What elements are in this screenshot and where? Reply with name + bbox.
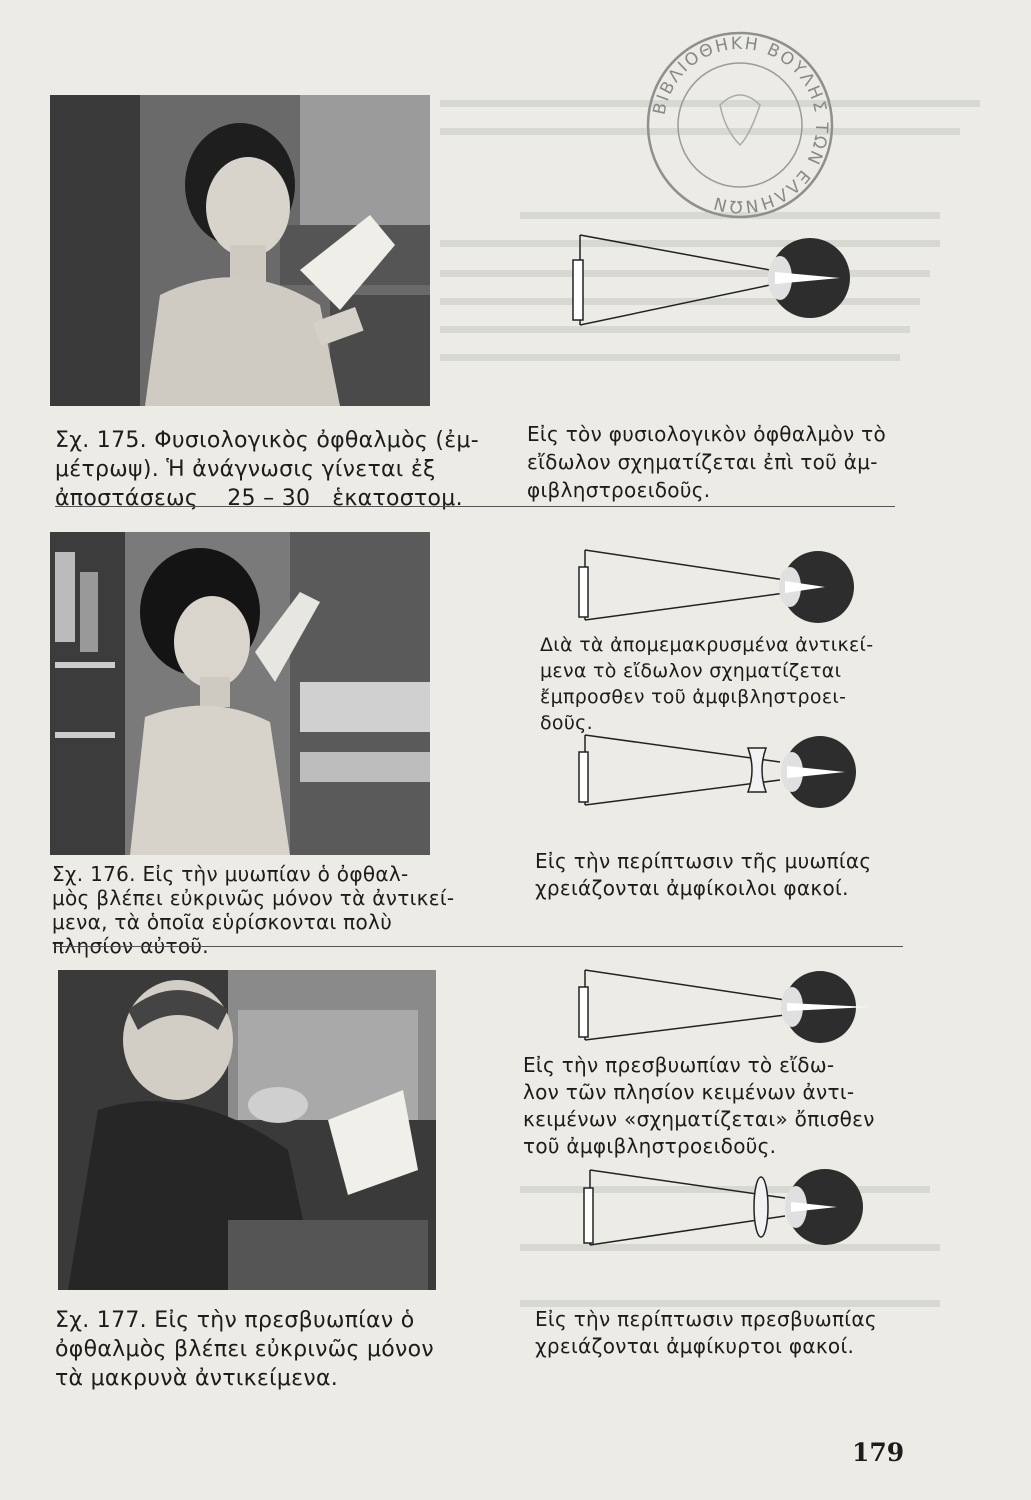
fig177-lens-note bbox=[535, 1306, 877, 1360]
note-line: μενα τὸ εἴδωλον σχηματίζεται bbox=[540, 660, 842, 682]
note-line: Διὰ τὰ ἀπομεμακρυσμένα ἀντικεί- bbox=[540, 634, 874, 656]
note-line: εἴδωλον σχηματίζεται ἐπὶ τοῦ ἀμ- bbox=[527, 450, 878, 474]
fig175-note bbox=[527, 420, 886, 504]
section-divider bbox=[55, 946, 903, 947]
note-line: λον τῶν πλησίον κειμένων ἀντι- bbox=[523, 1080, 855, 1104]
normal-eye-diagram bbox=[565, 230, 875, 350]
fig177-note bbox=[523, 1052, 875, 1160]
man-presbyopia-photo bbox=[58, 970, 436, 1290]
note-line: χρειάζονται ἀμφίκυρτοι φακοί. bbox=[535, 1334, 855, 1358]
caption-line: τὰ μακρυνὰ ἀντικείμενα. bbox=[55, 1366, 339, 1391]
note-line: κειμένων «σχηματίζεται» ὄπισθεν bbox=[523, 1107, 875, 1131]
woman-reading-photo bbox=[50, 95, 430, 406]
caption-line: μενα, τὰ ὁποῖα εὑρίσκονται πολὺ bbox=[52, 910, 393, 934]
caption-line: ὀφθαλμὸς βλέπει εὐκρινῶς μόνον bbox=[55, 1337, 434, 1362]
concave-lens-eye-diagram bbox=[570, 730, 880, 830]
convex-lens-eye-diagram bbox=[575, 1160, 885, 1270]
page-number: 179 bbox=[852, 1438, 905, 1467]
woman-myopia-photo bbox=[50, 532, 430, 855]
note-line: Εἰς τὸν φυσιολογικὸν ὀφθαλμὸν τὸ bbox=[527, 422, 887, 446]
note-line: χρειάζονται ἀμφίκοιλοι φακοί. bbox=[535, 876, 849, 900]
fig176-caption bbox=[52, 862, 454, 958]
myopia-eye-diagram bbox=[570, 545, 880, 645]
note-line: Εἰς τὴν περίπτωσιν τῆς μυωπίας bbox=[535, 849, 872, 873]
fig176-lens-note bbox=[535, 848, 871, 902]
library-stamp bbox=[640, 25, 840, 225]
fig177-caption bbox=[55, 1306, 434, 1393]
svg-text:ΒΙΒΛΙΟΘΗΚΗ ΒΟΥΛΗΣ ΤΩΝ ΕΛΛΗΝΩΝ: ΒΙΒΛΙΟΘΗΚΗ ΒΟΥΛΗΣ ΤΩΝ ΕΛΛΗΝΩΝ bbox=[649, 33, 832, 217]
caption-line: ἀποστάσεως 25 – 30 ἑκατοστομ. bbox=[55, 486, 463, 511]
note-line: Εἰς τὴν πρεσβυωπίαν τὸ εἴδω- bbox=[523, 1053, 835, 1077]
caption-line: μέτρωψ). Ἡ ἀνάγνωσις γίνεται ἐξ bbox=[55, 457, 436, 482]
section-divider bbox=[55, 506, 895, 507]
note-line: φιβληστροειδοῦς. bbox=[527, 478, 711, 502]
fig176-note bbox=[540, 632, 873, 736]
presbyopia-eye-diagram bbox=[570, 965, 880, 1065]
caption-line: Σχ. 175. Φυσιολογικὸς ὀφθαλμὸς (ἐμ- bbox=[55, 428, 479, 453]
caption-line: Σχ. 176. Εἰς τὴν μυωπίαν ὁ ὀφθαλ- bbox=[52, 862, 409, 886]
caption-line: μὸς βλέπει εὐκρινῶς μόνον τὰ ἀντικεί- bbox=[52, 886, 455, 910]
note-line: Εἰς τὴν περίπτωσιν πρεσβυωπίας bbox=[535, 1307, 877, 1331]
show-through-line bbox=[440, 354, 900, 361]
note-line: τοῦ ἀμφιβληστροειδοῦς. bbox=[523, 1134, 777, 1158]
note-line: ἔμπροσθεν τοῦ ἀμφιβληστροει- bbox=[540, 686, 847, 708]
caption-line: Σχ. 177. Εἰς τὴν πρεσβυωπίαν ὁ bbox=[55, 1308, 415, 1333]
note-line: δοῦς. bbox=[540, 712, 593, 734]
fig175-caption bbox=[55, 426, 479, 513]
caption-line: πλησίον αὐτοῦ. bbox=[52, 934, 209, 958]
